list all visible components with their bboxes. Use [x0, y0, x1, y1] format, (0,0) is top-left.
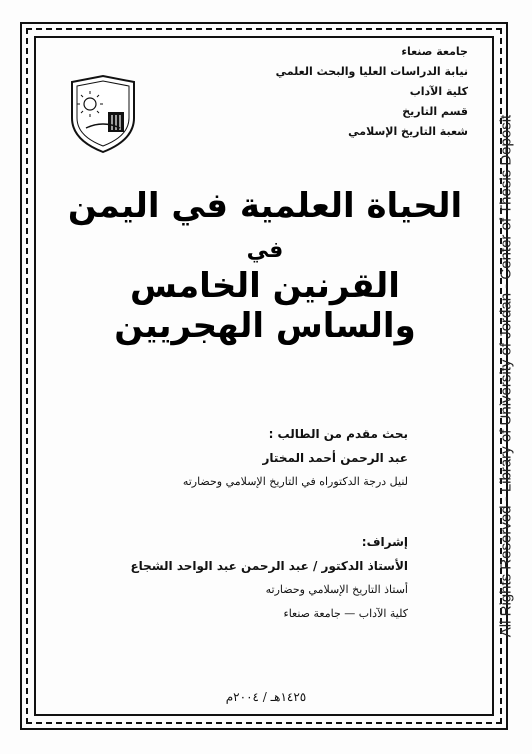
supervisor-title: أستاذ التاريخ الإسلامي وحضارته: [265, 583, 408, 596]
submission-date: ١٤٢٥هـ / ٢٠٠٤م: [225, 690, 307, 704]
supervisor-affiliation: كلية الآداب — جامعة صنعاء: [283, 607, 408, 620]
watermark-text: All Rights Reserved - Library of University of Jordan - Center of Thesis Deposit: [497, 114, 515, 638]
faculty-name: كلية الآداب: [409, 85, 468, 98]
supervisor-name: الأستاذ الدكتور / عبد الرحمن عبد الواحد الشجاع: [130, 559, 408, 573]
thesis-title-line-2: في: [246, 238, 284, 263]
division-name: شعبة التاريخ الإسلامي: [348, 125, 468, 138]
university-seal-icon: [66, 74, 140, 154]
thesis-title-line-1: الحياة العلمية في اليمن: [67, 186, 463, 226]
student-intro: بحث مقدم من الطالب :: [268, 427, 408, 441]
thesis-title-line-3: القرنين الخامس والساس الهجريين: [114, 266, 416, 346]
department-name: قسم التاريخ: [402, 105, 468, 118]
student-block: [148, 422, 408, 494]
degree-purpose: لنيل درجة الدكتوراه في التاريخ الإسلامي وحضارته: [182, 475, 408, 488]
university-name: جامعة صنعاء: [401, 45, 468, 58]
institution-block: [268, 42, 468, 142]
supervision-label: إشراف:: [361, 535, 408, 549]
graduate-studies-office: نيابة الدراسات العليا والبحث العلمي: [275, 65, 468, 78]
student-name: عبد الرحمن أحمد المختار: [262, 451, 408, 465]
supervision-block: [118, 530, 408, 626]
